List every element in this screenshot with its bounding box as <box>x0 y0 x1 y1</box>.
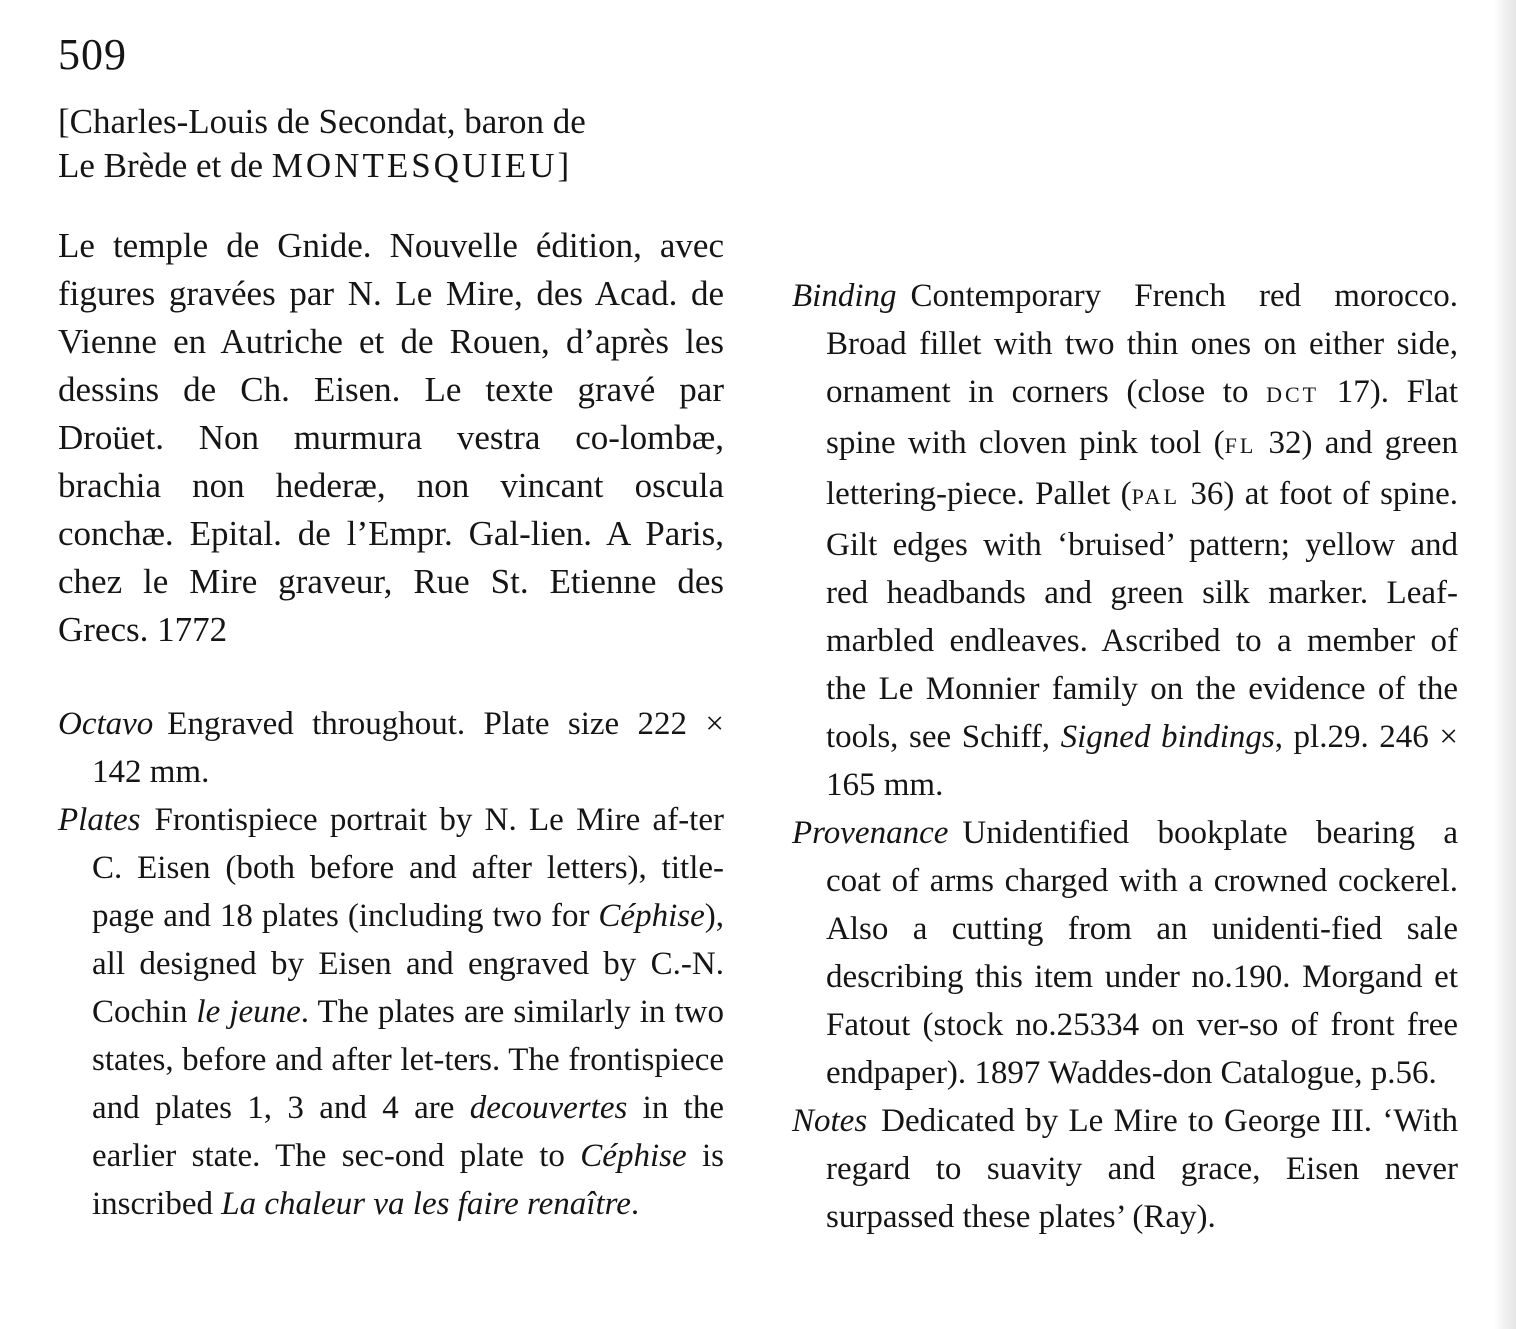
plates-text-3: . The plates are similarly in two states, before and after let-ters. The frontispiece and plates 1, 3 and 4 are <box>92 994 725 1126</box>
octavo-entry <box>58 700 724 796</box>
plates-label: Plates <box>58 802 141 838</box>
provenance-entry <box>792 809 1458 1097</box>
binding-tool-code-3: PAL <box>1131 484 1181 509</box>
book-title: Le temple de Gnide. Nouvelle édition, avec figures gravées par N. Le Mire, des Acad. de Vienne en Autriche et de Rouen, d’après les dessins de Ch. Eisen. Le texte gravé par Droüet. Non murmura vestra co-lombæ, brachia non hederæ, non vincant oscula conchæ. Epital. de l’Empr. Gal-lien. A Paris, chez le Mire graveur, Rue St. Etienne des Grecs. 1772 <box>58 226 724 649</box>
notes-entry <box>792 1097 1458 1241</box>
plates-text-6: . <box>630 1186 640 1222</box>
plates-italic-2: le jeune <box>196 994 301 1030</box>
binding-label: Binding <box>792 278 897 314</box>
author-heading <box>58 100 738 188</box>
plates-entry <box>58 796 724 1228</box>
binding-text-1: Contemporary French red morocco. Broad fillet with two thin ones on either side, ornament in corners (close to <box>826 278 1458 410</box>
lot-number: 509 <box>58 30 127 79</box>
right-column-entries <box>792 272 1458 1241</box>
plates-text-1: Frontispiece portrait by N. Le Mire af-ter C. Eisen (both before and after letters), title-page and 18 plates (including two for <box>92 802 724 934</box>
octavo-text: Engraved throughout. Plate size 222 × 142 mm. <box>92 706 724 790</box>
binding-tool-code-2: FL <box>1224 433 1257 458</box>
notes-label: Notes <box>792 1103 868 1139</box>
author-line-2-prefix: Le Brède et de <box>58 146 272 185</box>
plates-text-2: ), all designed by Eisen and engraved by C.-N. Cochin <box>92 898 724 1030</box>
plates-text-4: in the earlier state. The sec-ond plate to <box>92 1090 724 1174</box>
binding-text-5: , pl.29. 246 × 165 mm. <box>826 719 1459 803</box>
binding-text-3: 32) and green lettering-piece. Pallet ( <box>826 425 1458 512</box>
author-line-2 <box>58 144 738 188</box>
page-edge-shadow <box>1494 0 1516 1329</box>
plates-italic-4: Céphise <box>580 1138 687 1174</box>
plates-italic-1: Céphise <box>598 898 705 934</box>
binding-tool-code-1: DCT <box>1266 382 1320 407</box>
notes-text: Dedicated by Le Mire to George III. ‘With regard to suavity and grace, Eisen never surpassed these plates’ (Ray). <box>826 1103 1458 1235</box>
plates-italic-3: decouvertes <box>469 1090 628 1126</box>
provenance-label: Provenance <box>792 815 949 851</box>
binding-text-4: 36) at foot of spine. Gilt edges with ‘bruised’ pattern; yellow and red headbands and green silk marker. Leaf-marbled endleaves. Ascribed to a member of the Le Monnier family on the evidence of the tools, see Schiff, <box>826 476 1458 755</box>
binding-text-2: 17). Flat spine with cloven pink tool ( <box>826 374 1459 461</box>
author-surname: MONTESQUIEU <box>271 146 558 185</box>
plates-text-5: is inscribed <box>92 1138 724 1222</box>
plates-italic-5: La chaleur va les faire renaître <box>221 1186 631 1222</box>
left-column-entries <box>58 700 724 1228</box>
author-line-2-suffix: ] <box>557 146 570 185</box>
author-line-1: [Charles-Louis de Secondat, baron de <box>58 102 586 141</box>
provenance-text: Unidentified bookplate bearing a coat of arms charged with a crowned cockerel. Also a cutting from an unidenti-fied sale describing this item under no.190. Morgand et Fatout (stock no.25334 on ver-so of front free endpaper). 1897 Waddes-don Catalogue, p.56. <box>826 815 1458 1091</box>
binding-italic-1: Signed bindings <box>1060 719 1275 755</box>
octavo-label: Octavo <box>58 706 154 742</box>
binding-entry <box>792 272 1458 809</box>
